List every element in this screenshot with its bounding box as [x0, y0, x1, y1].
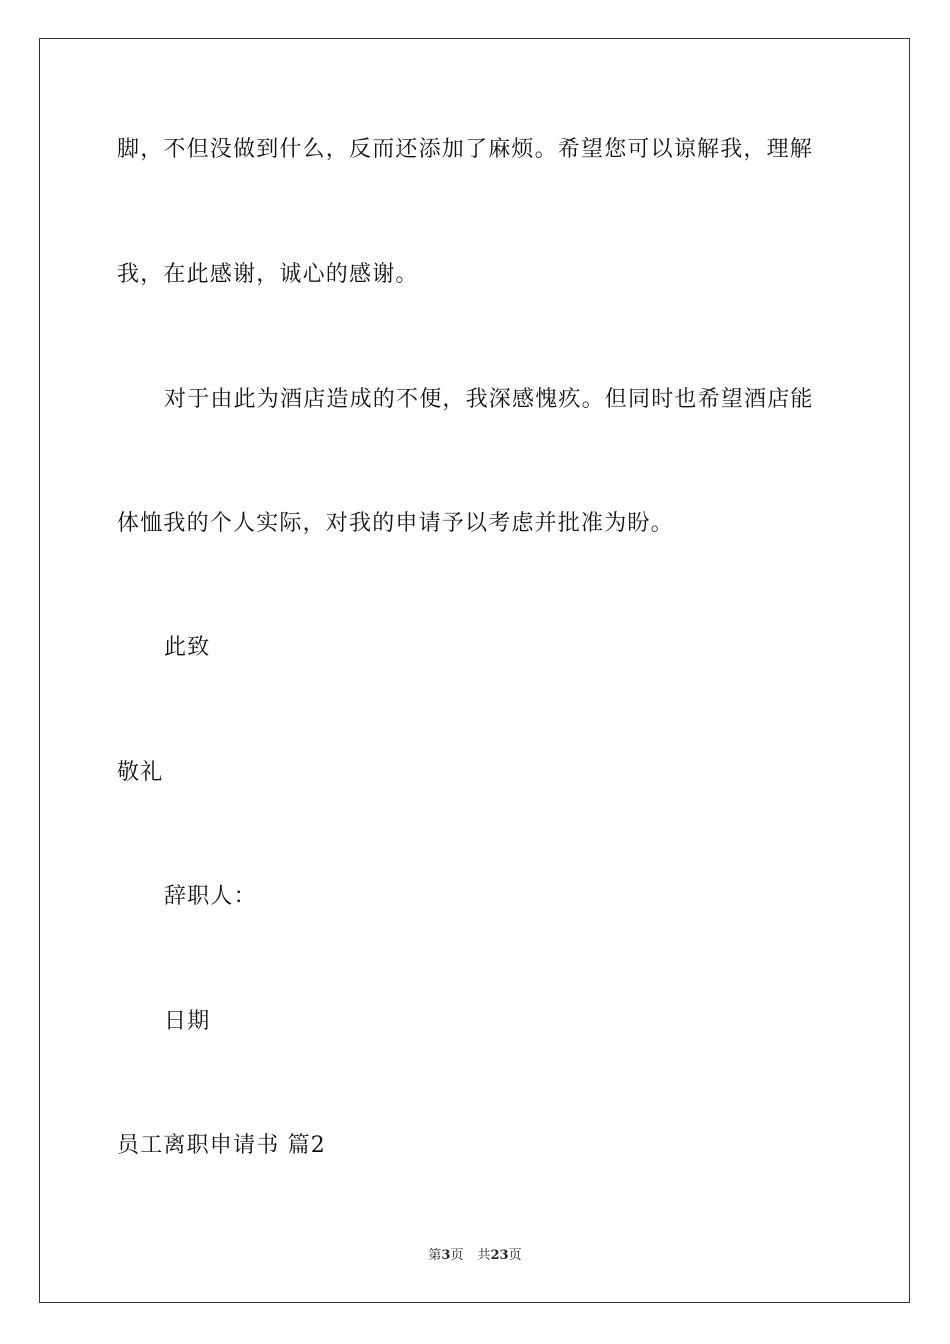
- total-prefix: 共: [477, 1248, 491, 1263]
- body-line-4: 体恤我的个人实际，对我的申请予以考虑并批准为盼。: [117, 511, 674, 536]
- page-border: [39, 38, 910, 1303]
- page-number: 3: [441, 1248, 451, 1263]
- date-label: 日期: [164, 1009, 211, 1034]
- total-suffix: 页: [508, 1248, 522, 1263]
- page-prefix: 第: [428, 1248, 442, 1263]
- section-heading: 员工离职申请书 篇2: [117, 1133, 326, 1158]
- page-suffix: 页: [450, 1248, 464, 1263]
- page-footer: [0, 1247, 950, 1265]
- resigner-label: 辞职人：: [164, 884, 257, 909]
- closing-phrase: 此致: [164, 635, 211, 660]
- body-line-1: 脚，不但没做到什么，反而还添加了麻烦。希望您可以谅解我，理解: [117, 137, 814, 162]
- body-line-2: 我，在此感谢，诚心的感谢。: [117, 262, 419, 287]
- body-line-3: 对于由此为酒店造成的不便，我深感愧疚。但同时也希望酒店能: [164, 387, 814, 412]
- total-pages: 23: [490, 1248, 509, 1263]
- salutation: 敬礼: [117, 760, 164, 785]
